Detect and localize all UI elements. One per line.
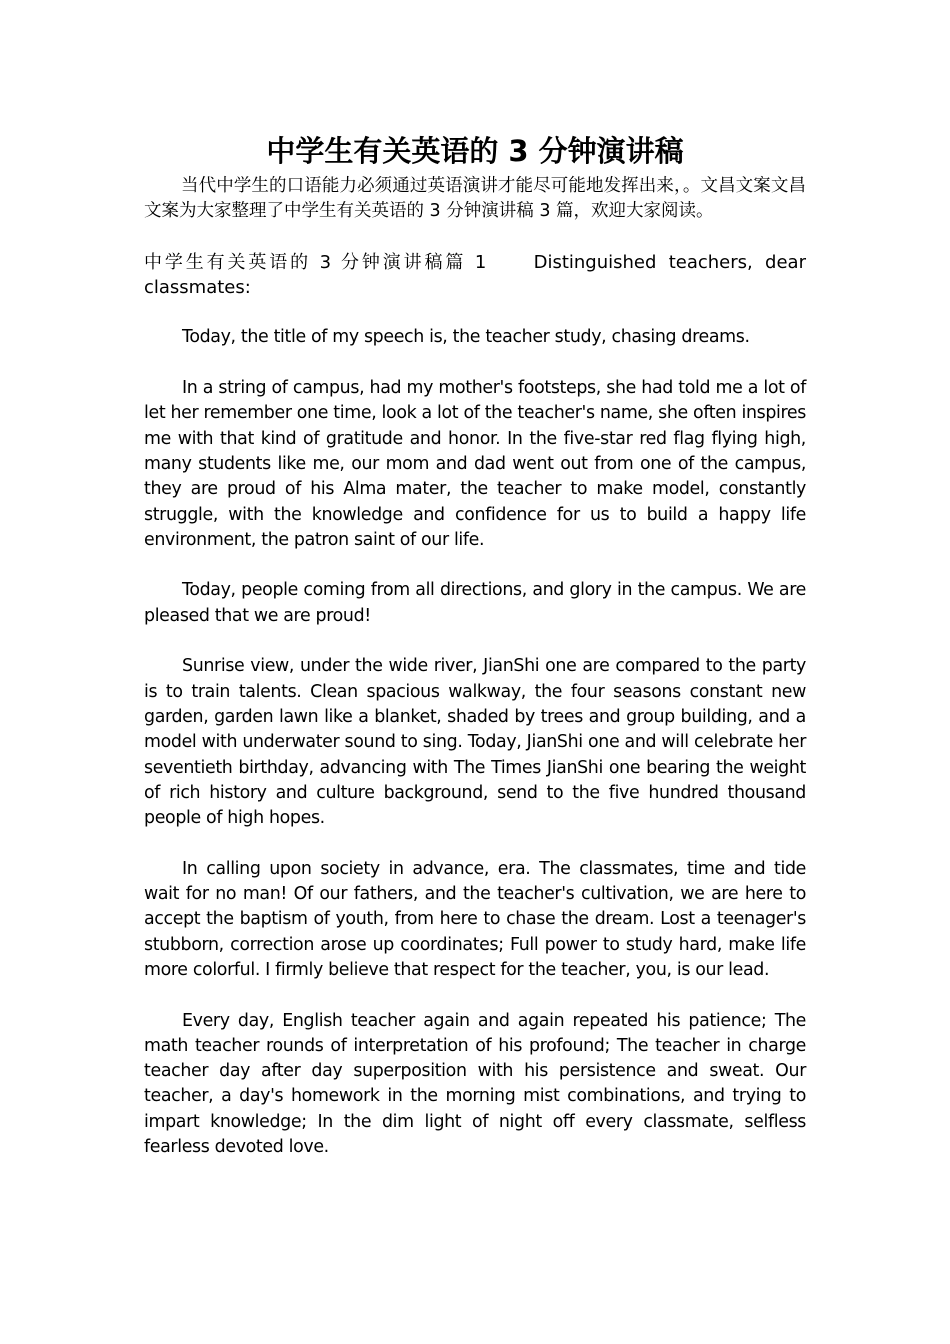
body-paragraph: Every day, English teacher again and again repeated his patience; The math teacher rounds of interpretation of his profound; The teacher in charge teacher day after day superposition with his persistence and sweat. Our teacher, a day's homework in the morning mist combinations, and trying to impart knowledge; In the dim light of night off every classmate, selfless fearless devoted love. xyxy=(144,1010,806,1157)
section-heading-line xyxy=(144,250,806,301)
section-heading: 中学生有关英语的 3 分钟演讲稿篇 1 xyxy=(144,251,488,273)
body-paragraph: Sunrise view, under the wide river, JianShi one are compared to the party is to train talents. Clean spacious walkway, the four seasons constant new garden, garden lawn like a blanket, shaded by trees and group building, and a model with underwater sound to sing. Today, JianShi one and will celebrate her seventieth birthday, advancing with The Times JianShi one bearing the weight of rich history and culture background, send to the five hundred thousand people of high hopes. xyxy=(144,656,806,829)
body-paragraph: In a string of campus, had my mother's footsteps, she had told me a lot of let her remember one time, look a lot of the teacher's name, she often inspires me with that kind of gratitude and honor. In the five-star red flag flying high, many students like me, our mom and dad went out from one of the campus, they are proud of his Alma mater, the teacher to make model, constantly struggle, with the knowledge and confidence for us to build a happy life environment, the patron saint of our life. xyxy=(144,378,806,550)
document-page xyxy=(144,128,806,1160)
greeting: Distinguished teachers, dear classmates: xyxy=(144,251,806,298)
document-title: 中学生有关英语的 3 分钟演讲稿 xyxy=(266,134,684,168)
body-paragraph: Today, people coming from all directions, and glory in the campus. We are pleased that we are proud! xyxy=(144,580,806,626)
body-paragraph: Today, the title of my speech is, the teacher study, chasing dreams. xyxy=(182,327,750,348)
body-paragraph: In calling upon society in advance, era. The classmates, time and tide wait for no man! Of our fathers, and the teacher's cultivation, we are here to accept the baptism of youth, from here to chase the dream. Lost a teenager's stubborn, correction arose up coordinates; Full power to study hard, make life more colorful. I firmly believe that respect for the teacher, you, is our lead. xyxy=(144,858,806,980)
intro-paragraph: 当代中学生的口语能力必须通过英语演讲才能尽可能地发挥出来，。文昌文案文昌文案为大家整理了中学生有关英语的 3 分钟演讲稿 3 篇，欢迎大家阅读。 xyxy=(144,176,806,222)
